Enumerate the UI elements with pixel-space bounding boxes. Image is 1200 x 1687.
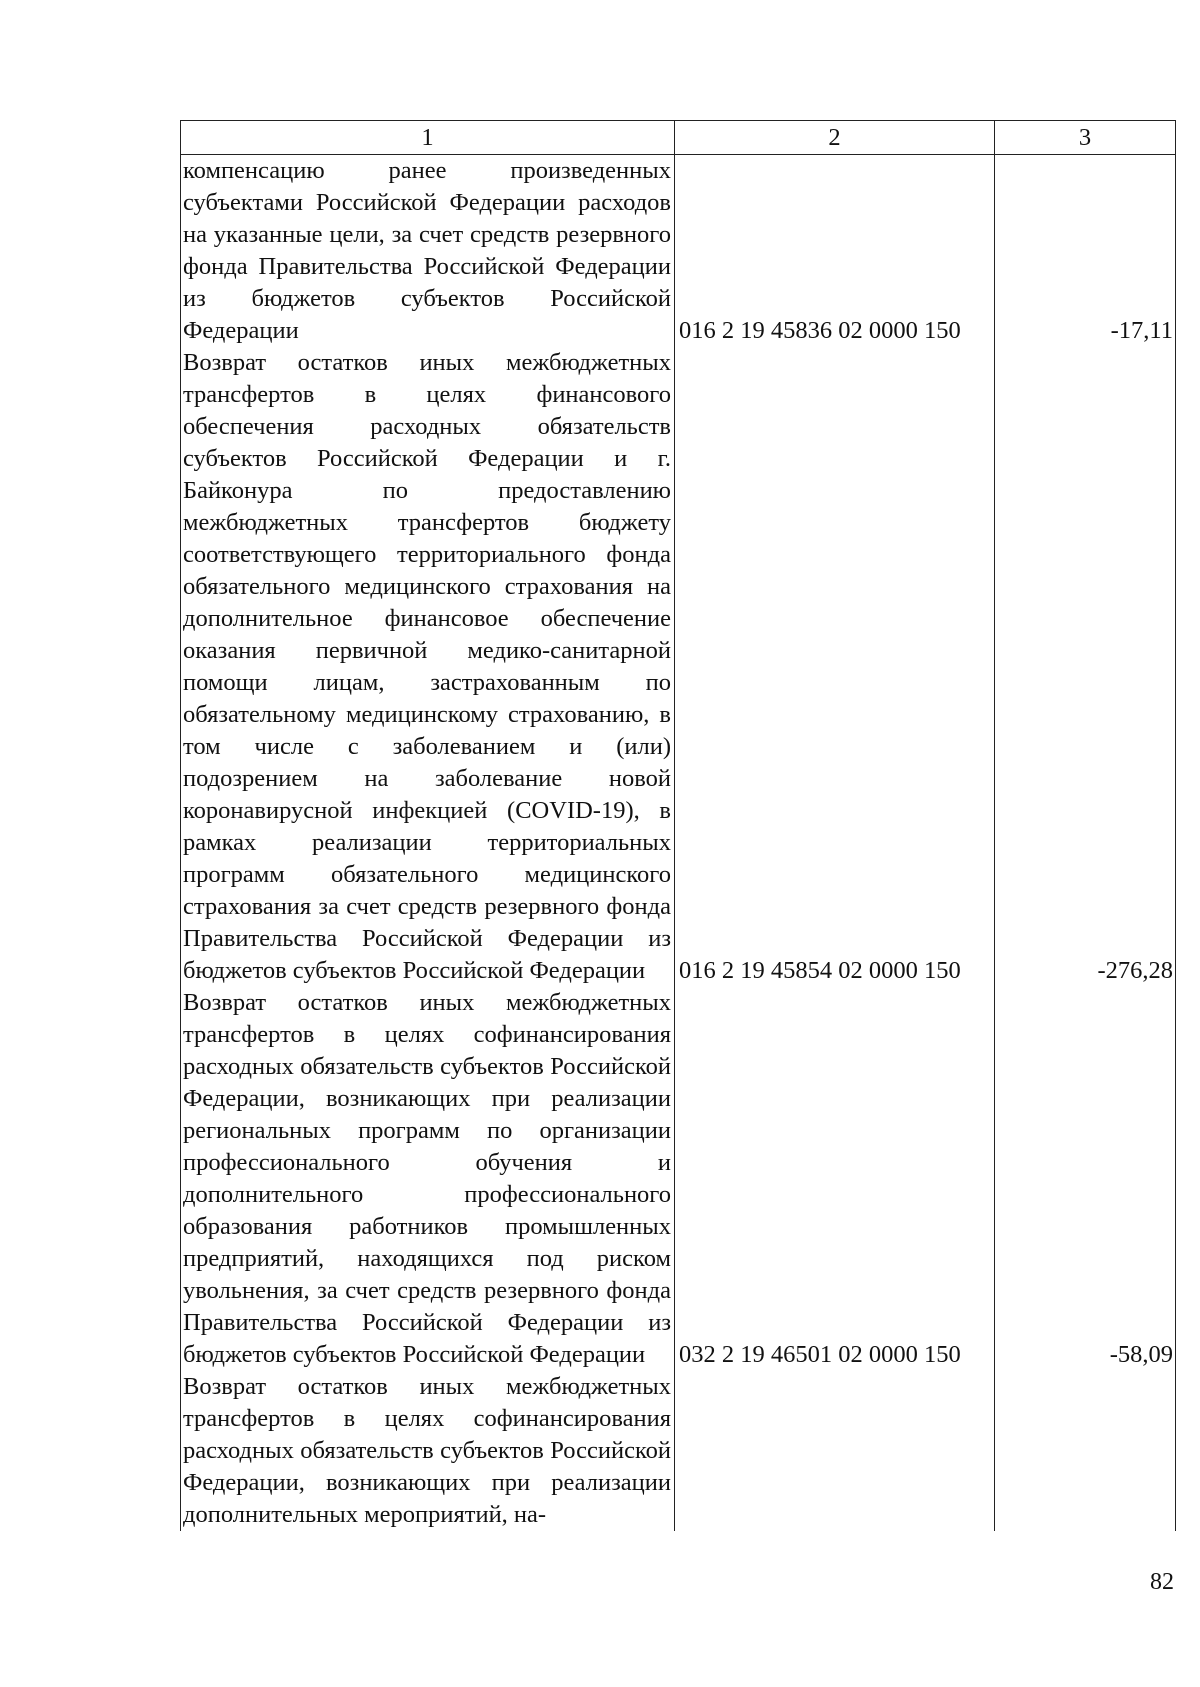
budget-table — [180, 120, 1176, 1531]
page-number: 82 — [1150, 1569, 1174, 1595]
column-header-1: 1 — [181, 121, 675, 155]
table-row — [181, 155, 1176, 348]
table-row — [181, 987, 1176, 1371]
row-budget-code: 016 2 19 45854 02 0000 150 — [675, 347, 995, 987]
table-header-row — [181, 121, 1176, 155]
row-description: Возврат остатков иных межбюджетных трансфертов в целях софинансирования расходных обязательств субъектов Российской Федерации, возникающих при реализации региональных программ по организации профессионального обучения и дополнительного профессионального образования работников промышленных предприятий, находящихся под риском увольнения, за счет средств резервного фонда Правительства Российской Федерации из бюджетов субъектов Российской Федерации — [181, 987, 675, 1371]
table-row — [181, 347, 1176, 987]
row-amount: -276,28 — [995, 347, 1176, 987]
row-amount: -17,11 — [995, 155, 1176, 348]
row-budget-code: 032 2 19 46501 02 0000 150 — [675, 987, 995, 1371]
row-budget-code — [675, 1371, 995, 1531]
table-row — [181, 1371, 1176, 1531]
row-amount — [995, 1371, 1176, 1531]
row-amount: -58,09 — [995, 987, 1176, 1371]
row-description: Возврат остатков иных межбюджетных трансфертов в целях софинансирования расходных обязательств субъектов Российской Федерации, возникающих при реализации дополнительных мероприятий, на- — [181, 1371, 675, 1531]
column-header-2: 2 — [675, 121, 995, 155]
row-description: компенсацию ранее произведенных субъектами Российской Федерации расходов на указанные цели, за счет средств резервного фонда Правительства Российской Федерации из бюджетов субъектов Российской Федерации — [181, 155, 675, 348]
row-budget-code: 016 2 19 45836 02 0000 150 — [675, 155, 995, 348]
column-header-3: 3 — [995, 121, 1176, 155]
row-description: Возврат остатков иных межбюджетных трансфертов в целях финансового обеспечения расходных обязательств субъектов Российской Федерации и г. Байконура по предоставлению межбюджетных трансфертов бюджету соответствующего территориального фонда обязательного медицинского страхования на дополнительное финансовое обеспечение оказания первичной медико-санитарной помощи лицам, застрахованным по обязательному медицинскому страхованию, в том числе с заболеванием и (или) подозрением на заболевание новой коронавирусной инфекцией (COVID-19), в рамках реализации территориальных программ обязательного медицинского страхования за счет средств резервного фонда Правительства Российской Федерации из бюджетов субъектов Российской Федерации — [181, 347, 675, 987]
